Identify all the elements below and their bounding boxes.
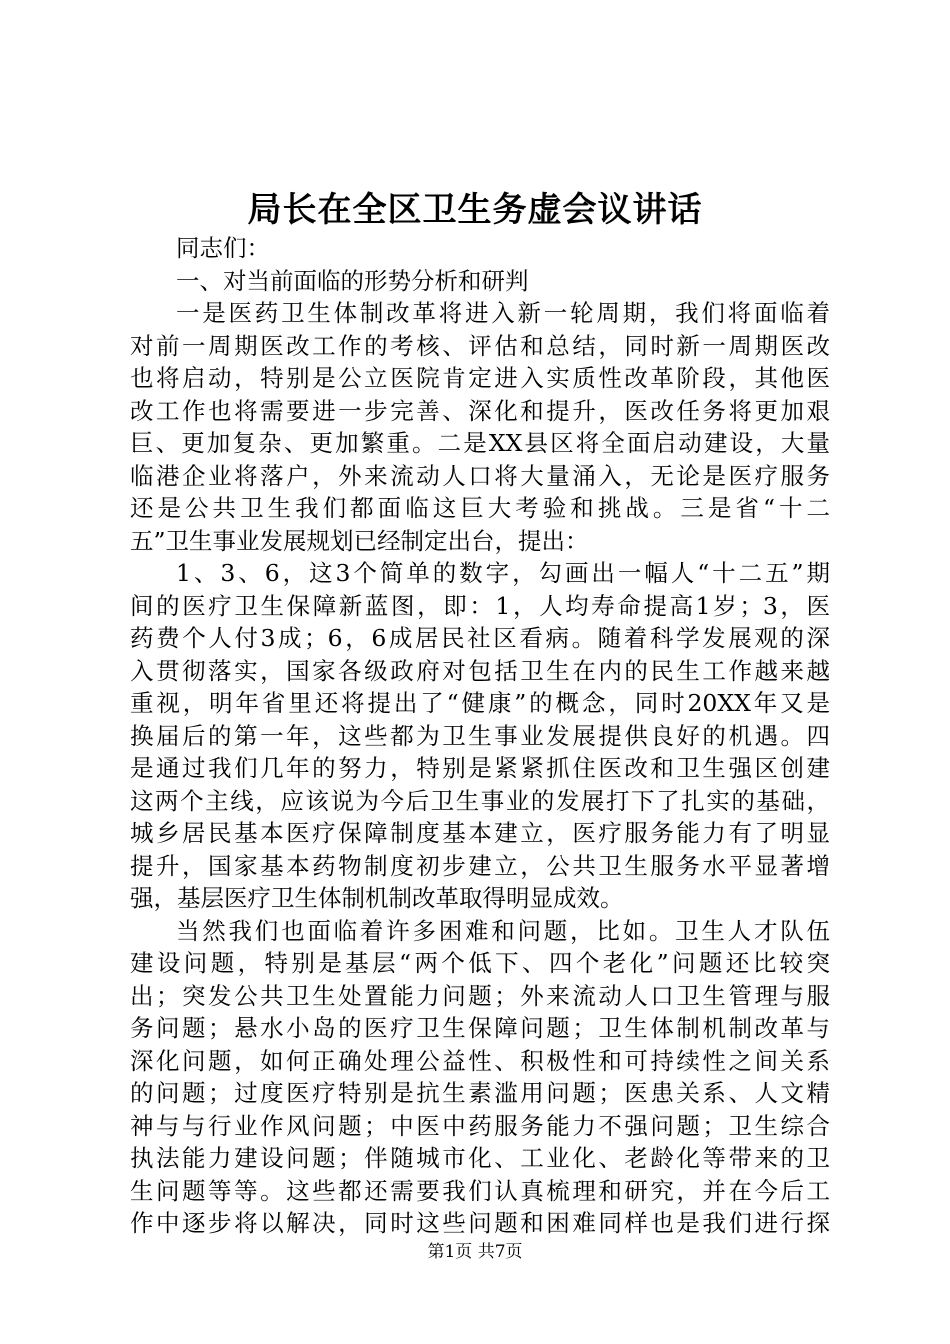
text-line: 换届后的第一年，这些都为卫生事业发展提供良好的机遇。四: [130, 721, 830, 750]
text-line: 建设问题，特别是基层“两个低下、四个老化”问题还比较突: [130, 949, 830, 977]
text-line: 一是医药卫生体制改革将进入新一轮周期，我们将面临着: [176, 299, 830, 327]
text-line: 这两个主线，应该说为今后卫生事业的发展打下了扎实的基础，: [130, 786, 830, 815]
text-line: 执法能力建设问题；伴随城市化、工业化、老龄化等带来的卫: [130, 1144, 830, 1172]
text-line: 入贯彻落实，国家各级政府对包括卫生在内的民生工作越来越: [130, 656, 830, 685]
text-line: 1、3、6，这3个简单的数字，勾画出一幅人“十二五”期: [176, 559, 830, 587]
text-line: 改工作也将需要进一步完善、深化和提升，医改任务将更加艰: [130, 396, 830, 425]
text-line: 对前一周期医改工作的考核、评估和总结，同时新一周期医改: [130, 331, 830, 360]
text-line: 药费个人付3成；6，6成居民社区看病。随着科学发展观的深: [130, 624, 830, 652]
text-line: 同志们：: [176, 234, 270, 262]
text-line: 深化问题，如何正确处理公益性、积极性和可持续性之间关系: [130, 1046, 830, 1075]
text-line: 巨、更加复杂、更加繁重。二是XX县区将全面启动建设，大量: [130, 429, 830, 457]
text-line: 务问题；悬水小岛的医疗卫生保障问题；卫生体制机制改革与: [130, 1014, 830, 1042]
text-line: 神与与行业作风问题；中医中药服务能力不强问题；卫生综合: [130, 1111, 830, 1140]
text-line: 强，基层医疗卫生体制机制改革取得明显成效。: [130, 884, 624, 912]
text-line: 五”卫生事业发展规划已经制定出台，提出：: [130, 526, 589, 555]
text-line: 重视，明年省里还将提出了“健康”的概念，同时20XX年又是: [130, 689, 830, 717]
document-body: [130, 232, 830, 1240]
text-line: 提升，国家基本药物制度初步建立，公共卫生服务水平显著增: [130, 851, 830, 880]
text-line: 出；突发公共卫生处置能力问题；外来流动人口卫生管理与服: [130, 981, 830, 1010]
page-title: 局长在全区卫生务虚会议讲话: [247, 190, 703, 230]
text-line: 当然我们也面临着许多困难和问题，比如。卫生人才队伍: [176, 916, 830, 945]
text-line: 一、对当前面临的形势分析和研判: [176, 266, 529, 295]
text-line: 临港企业将落户，外来流动人口将大量涌入，无论是医疗服务: [130, 461, 830, 490]
text-line: 生问题等等。这些都还需要我们认真梳理和研究，并在今后工: [130, 1176, 830, 1205]
page-footer: 第1页 共7页: [427, 1242, 523, 1262]
text-line: 也将启动，特别是公立医院肯定进入实质性改革阶段，其他医: [130, 364, 830, 392]
text-line: 城乡居民基本医疗保障制度基本建立，医疗服务能力有了明显: [130, 819, 830, 847]
text-line: 是通过我们几年的努力，特别是紧紧抓住医改和卫生强区创建: [130, 754, 830, 782]
text-line: 作中逐步将以解决，同时这些问题和困难同样也是我们进行探: [130, 1209, 830, 1237]
text-line: 还是公共卫生我们都面临这巨大考验和挑战。三是省“十二: [130, 494, 830, 522]
text-line: 间的医疗卫生保障新蓝图，即：1，人均寿命提高1岁；3，医: [130, 591, 830, 620]
text-line: 的问题；过度医疗特别是抗生素滥用问题；医患关系、人文精: [130, 1079, 830, 1107]
